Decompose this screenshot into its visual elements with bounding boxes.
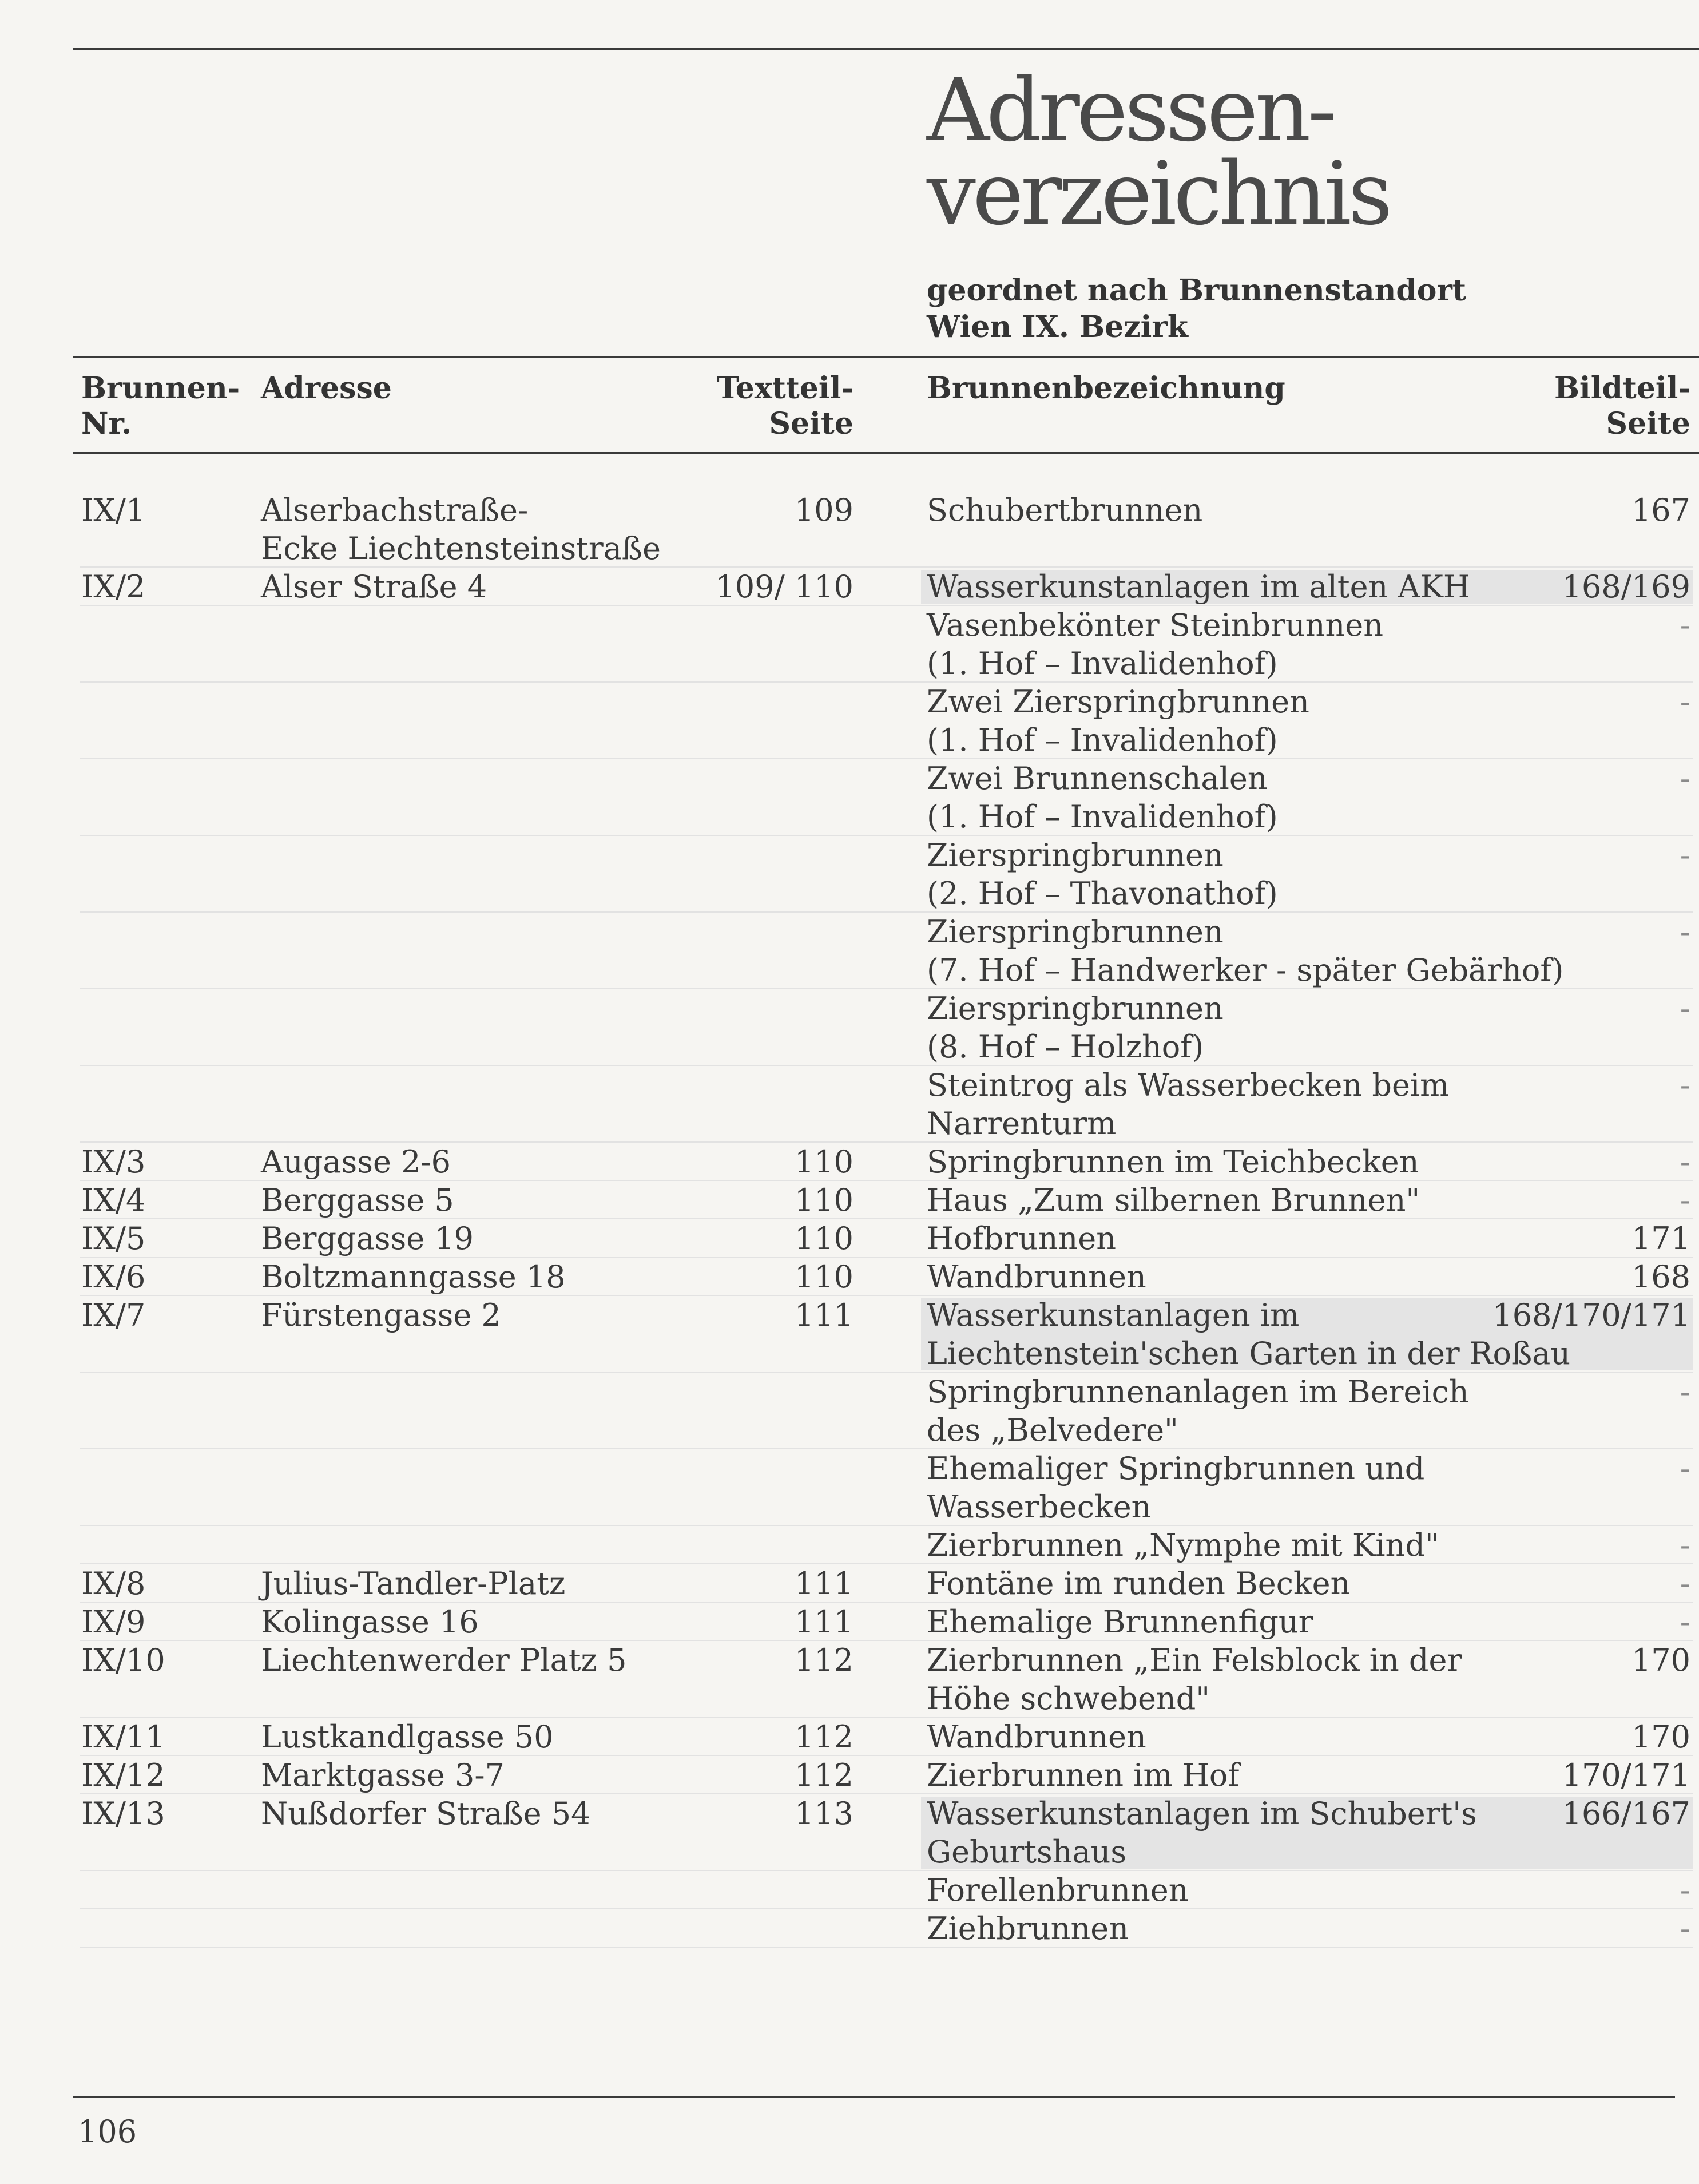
- cell-bezeichnung: Wasserkunstanlagen im Liechtenstein'schen Garten in der Roßau: [927, 1297, 1571, 1372]
- cell-bildteil: 167: [1631, 492, 1690, 528]
- cell-bildteil: 166/167: [1562, 1795, 1690, 1832]
- column-header-adresse: Adresse: [261, 371, 392, 406]
- cell-nr: IX/11: [81, 1719, 165, 1755]
- cell-adresse: Kolingasse 16: [261, 1604, 479, 1640]
- cell-nr: IX/12: [81, 1757, 165, 1793]
- cell-bezeichnung: Steintrog als Wasserbecken beim Narrenturm: [927, 1067, 1450, 1141]
- cell-textteil: 110: [794, 1144, 854, 1180]
- cell-adresse: Berggasse 19: [261, 1220, 474, 1257]
- cell-textteil: 112: [794, 1757, 854, 1793]
- cell-bezeichnung: Springbrunnen im Teichbecken: [927, 1144, 1419, 1180]
- table-row: [80, 1641, 1693, 1718]
- cell-adresse: Julius-Tandler-Platz: [261, 1565, 566, 1602]
- cell-adresse: Lustkandlgasse 50: [261, 1719, 554, 1755]
- cell-bezeichnung: Haus „Zum silbernen Brunnen": [927, 1182, 1420, 1218]
- cell-adresse: Berggasse 5: [261, 1182, 454, 1218]
- cell-nr: IX/7: [81, 1297, 146, 1333]
- cell-bildteil: -: [1680, 1144, 1690, 1180]
- cell-bezeichnung: Zierbrunnen „Nymphe mit Kind": [927, 1527, 1439, 1563]
- cell-bezeichnung: Wandbrunnen: [927, 1259, 1146, 1295]
- cell-bezeichnung: Springbrunnenanlagen im Bereich des „Belvedere": [927, 1374, 1469, 1448]
- cell-textteil: 111: [794, 1604, 854, 1640]
- cell-bezeichnung: Wasserkunstanlagen im alten AKH: [927, 569, 1470, 605]
- cell-bildteil: -: [1680, 837, 1690, 873]
- cell-nr: IX/9: [81, 1604, 146, 1640]
- cell-bildteil: -: [1680, 1910, 1690, 1947]
- table-row: [80, 1603, 1693, 1641]
- cell-nr: IX/2: [81, 569, 146, 605]
- top-rule: [73, 48, 1699, 50]
- cell-textteil: 111: [794, 1565, 854, 1602]
- table-row: [80, 1181, 1693, 1219]
- cell-bezeichnung: Fontäne im runden Becken: [927, 1565, 1351, 1602]
- table-row: [80, 759, 1693, 836]
- cell-nr: IX/3: [81, 1144, 146, 1180]
- cell-bezeichnung: Ehemalige Brunnenfigur: [927, 1604, 1313, 1640]
- table-row: [80, 1794, 1693, 1871]
- cell-bildteil: 170: [1631, 1719, 1690, 1755]
- cell-adresse: Marktgasse 3-7: [261, 1757, 505, 1793]
- table-row: [80, 1564, 1693, 1603]
- cell-bildteil: 168/170/171: [1492, 1297, 1690, 1333]
- cell-bildteil: -: [1680, 684, 1690, 720]
- cell-bezeichnung: Vasenbekönter Steinbrunnen (1. Hof – Invalidenhof): [927, 607, 1384, 681]
- page-number: 106: [78, 2114, 137, 2150]
- column-header-nr: Brunnen- Nr.: [81, 371, 240, 441]
- cell-bildteil: -: [1680, 760, 1690, 796]
- cell-textteil: 113: [794, 1795, 854, 1832]
- table-row: [80, 1871, 1693, 1909]
- cell-nr: IX/13: [81, 1795, 165, 1832]
- cell-bildteil: -: [1680, 1604, 1690, 1640]
- cell-nr: IX/8: [81, 1565, 146, 1602]
- cell-adresse: Fürstengasse 2: [261, 1297, 501, 1333]
- table-row: [80, 1219, 1693, 1258]
- table-row: [80, 683, 1693, 759]
- table-row: [80, 1066, 1693, 1143]
- cell-bezeichnung: Wandbrunnen: [927, 1719, 1146, 1755]
- column-header-textteil: Textteil- Seite: [716, 371, 854, 441]
- cell-bildteil: -: [1680, 1374, 1690, 1410]
- cell-bezeichnung: Wasserkunstanlagen im Schubert's Geburtshaus: [927, 1795, 1477, 1870]
- cell-bildteil: -: [1680, 914, 1690, 950]
- cell-textteil: 112: [794, 1642, 854, 1678]
- cell-adresse: Liechtenwerder Platz 5: [261, 1642, 627, 1678]
- table-row: [80, 491, 1693, 568]
- cell-bildteil: -: [1680, 1067, 1690, 1103]
- column-header-bezeichnung: Brunnenbezeichnung: [927, 371, 1285, 406]
- cell-adresse: Alserbachstraße- Ecke Liechtensteinstraße: [261, 492, 661, 566]
- cell-textteil: 110: [794, 1259, 854, 1295]
- cell-bezeichnung: Zierspringbrunnen (2. Hof – Thavonathof): [927, 837, 1278, 911]
- cell-bezeichnung: Zierspringbrunnen (8. Hof – Holzhof): [927, 990, 1224, 1065]
- cell-bezeichnung: Hofbrunnen: [927, 1220, 1117, 1257]
- header-rule-bottom: [73, 452, 1699, 454]
- table-row: [80, 1296, 1693, 1373]
- table-row: [80, 913, 1693, 989]
- cell-textteil: 112: [794, 1719, 854, 1755]
- cell-nr: IX/5: [81, 1220, 146, 1257]
- table-row: [80, 1526, 1693, 1564]
- table-row: [80, 606, 1693, 683]
- cell-adresse: Boltzmanngasse 18: [261, 1259, 566, 1295]
- cell-nr: IX/4: [81, 1182, 146, 1218]
- cell-nr: IX/1: [81, 492, 146, 528]
- cell-adresse: Augasse 2-6: [261, 1144, 451, 1180]
- cell-textteil: 111: [794, 1297, 854, 1333]
- cell-bezeichnung: Zierbrunnen „Ein Felsblock in der Höhe schwebend": [927, 1642, 1462, 1717]
- table-row: [80, 989, 1693, 1066]
- cell-bildteil: 171: [1631, 1220, 1690, 1257]
- table-row: [80, 1756, 1693, 1794]
- address-table: [80, 491, 1693, 1948]
- cell-bildteil: -: [1680, 1872, 1690, 1908]
- cell-nr: IX/10: [81, 1642, 165, 1678]
- page-title: Adressen- verzeichnis: [927, 60, 1390, 244]
- cell-bezeichnung: Forellenbrunnen: [927, 1872, 1189, 1908]
- cell-bildteil: -: [1680, 1450, 1690, 1487]
- cell-nr: IX/6: [81, 1259, 146, 1295]
- cell-bildteil: -: [1680, 607, 1690, 643]
- cell-bildteil: 168/169: [1562, 569, 1690, 605]
- cell-textteil: 109: [794, 492, 854, 528]
- cell-bildteil: 170/171: [1562, 1757, 1690, 1793]
- bottom-rule: [73, 2096, 1675, 2098]
- table-row: [80, 1909, 1693, 1948]
- cell-adresse: Alser Straße 4: [261, 569, 487, 605]
- cell-textteil: 110: [794, 1182, 854, 1218]
- table-row: [80, 1143, 1693, 1181]
- cell-bezeichnung: Ehemaliger Springbrunnen und Wasserbecken: [927, 1450, 1425, 1525]
- cell-bildteil: -: [1680, 1527, 1690, 1563]
- table-row: [80, 1718, 1693, 1756]
- cell-bezeichnung: Zwei Zierspringbrunnen (1. Hof – Invalidenhof): [927, 684, 1309, 758]
- table-row: [80, 1373, 1693, 1449]
- column-header-bildteil: Bildteil- Seite: [1554, 371, 1690, 441]
- header-rule-right: [927, 356, 1699, 358]
- cell-bezeichnung: Zierspringbrunnen (7. Hof – Handwerker - später Gebärhof): [927, 914, 1564, 988]
- cell-adresse: Nußdorfer Straße 54: [261, 1795, 591, 1832]
- cell-bezeichnung: Zwei Brunnenschalen (1. Hof – Invalidenhof): [927, 760, 1278, 835]
- cell-bildteil: 168: [1631, 1259, 1690, 1295]
- header-rule-left: [73, 356, 927, 358]
- cell-bezeichnung: Zierbrunnen im Hof: [927, 1757, 1240, 1793]
- cell-bildteil: -: [1680, 1565, 1690, 1602]
- cell-bildteil: -: [1680, 990, 1690, 1026]
- page-subtitle: geordnet nach Brunnenstandort Wien IX. Bezirk: [927, 273, 1466, 344]
- cell-bildteil: -: [1680, 1182, 1690, 1218]
- table-row: [80, 1449, 1693, 1526]
- cell-textteil: 110: [794, 1220, 854, 1257]
- cell-bildteil: 170: [1631, 1642, 1690, 1678]
- cell-bezeichnung: Schubertbrunnen: [927, 492, 1203, 528]
- table-row: [80, 836, 1693, 913]
- cell-bezeichnung: Ziehbrunnen: [927, 1910, 1129, 1947]
- table-row: [80, 1258, 1693, 1296]
- cell-textteil: 109/ 110: [715, 569, 854, 605]
- table-row: [80, 568, 1693, 606]
